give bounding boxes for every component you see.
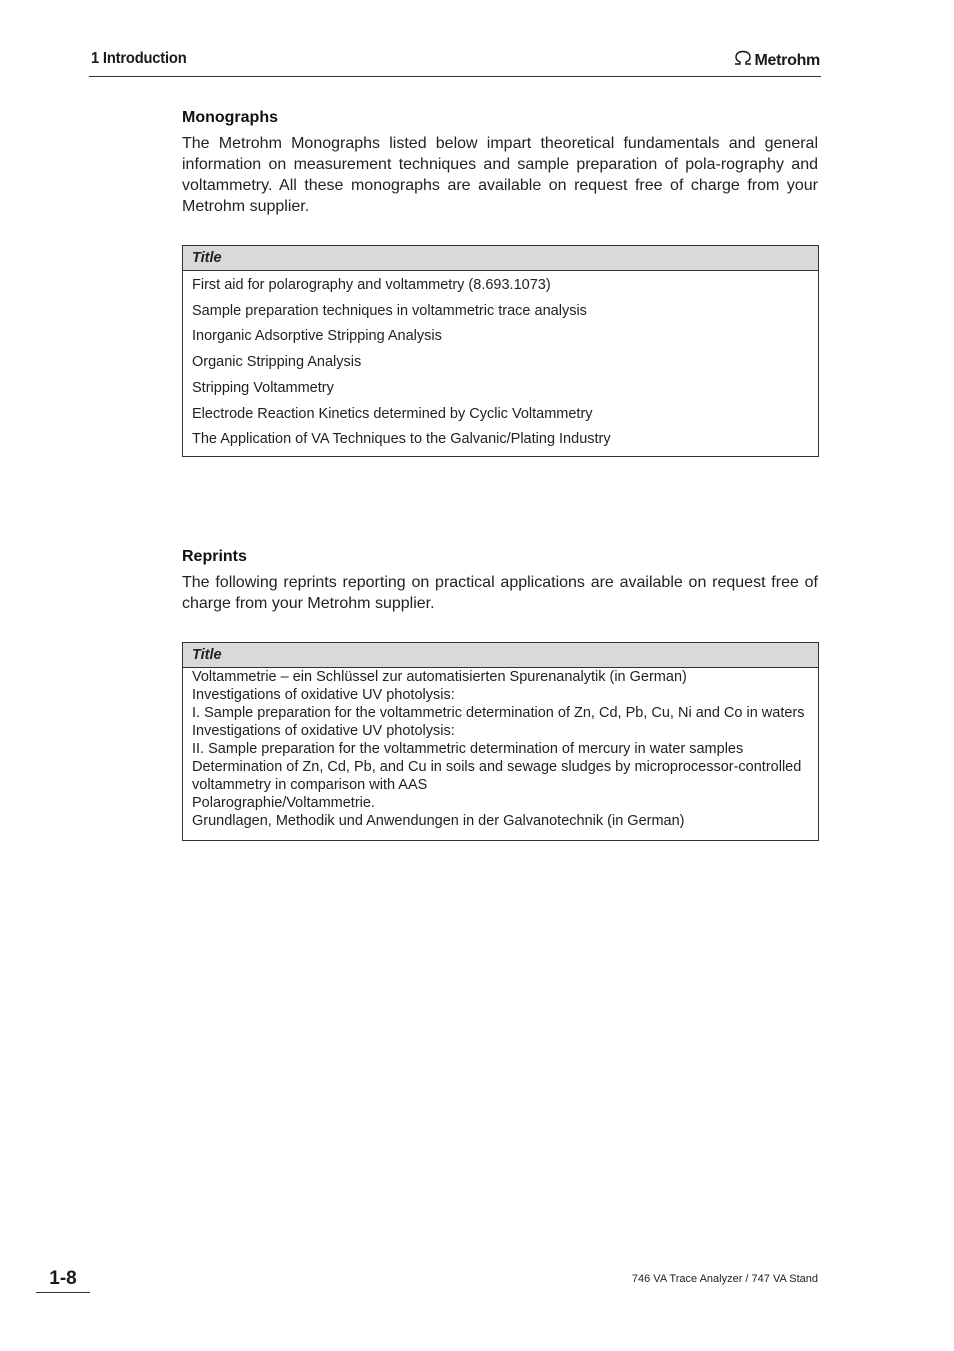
reprints-heading: Reprints <box>182 548 247 565</box>
table-row: Sample preparation techniques in voltammetric trace analysis <box>192 302 587 319</box>
omega-logo-icon <box>733 50 755 71</box>
table-header: Title <box>183 246 819 271</box>
section-title: 1 Introduction <box>91 50 187 67</box>
table-row: First aid for polarography and voltammetry (8.693.1073) <box>192 277 551 293</box>
brand-logo <box>733 50 820 71</box>
table-row: Organic Stripping Analysis <box>192 354 362 371</box>
table-row: Electrode Reaction Kinetics determined by Cyclic Voltammetry <box>192 405 593 422</box>
table-row: Determination of Zn, Cd, Pb, and Cu in soils and sewage sludges by microprocessor-controlled voltammetry in comparison with AAS <box>192 759 802 793</box>
monographs-heading: Monographs <box>182 109 278 126</box>
reprints-table <box>182 642 819 841</box>
table-row: Voltammetrie – ein Schlüssel zur automatisierten Spurenanalytik (in German) <box>192 669 687 685</box>
table-header: Title <box>183 643 819 668</box>
reprints-intro: The following reprints reporting on practical applications are available on request free of charge from your Metrohm supplier. <box>182 574 818 612</box>
table-row: Investigations of oxidative UV photolysis: II. Sample preparation for the voltammetric determination of mercury in water samples <box>192 723 744 757</box>
table-row: Investigations of oxidative UV photolysis: I. Sample preparation for the voltammetric determination of Zn, Cd, Pb, Cu, Ni and Co in waters <box>192 687 805 721</box>
table-row: Stripping Voltammetry <box>192 379 334 396</box>
table-row: Polarographie/Voltammetrie. Grundlagen, Methodik und Anwendungen in der Galvanotechnik (in German) <box>192 795 685 829</box>
header-divider <box>89 76 821 77</box>
monographs-table <box>182 245 819 457</box>
footer-document-title: 746 VA Trace Analyzer / 747 VA Stand <box>631 1273 818 1285</box>
page-number: 1-8 <box>36 1266 90 1293</box>
table-row: Inorganic Adsorptive Stripping Analysis <box>192 328 442 345</box>
table-row: The Application of VA Techniques to the Galvanic/Plating Industry <box>192 431 611 448</box>
brand-name: Metrohm <box>754 51 820 69</box>
monographs-intro: The Metrohm Monographs listed below impart theoretical fundamentals and general information on measurement techniques and sample preparation of pola-rography and voltammetry. All these monographs are available on request free of charge from your Metrohm supplier. <box>182 135 818 215</box>
